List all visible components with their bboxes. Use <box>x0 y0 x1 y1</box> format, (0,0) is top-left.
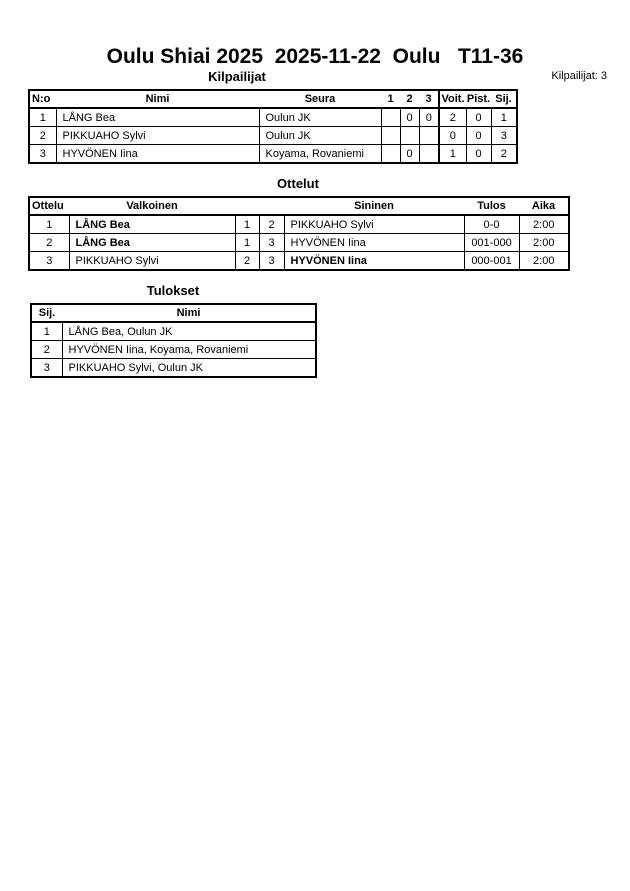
cell-sij: 1 <box>491 108 517 127</box>
cell-no: 3 <box>29 145 56 164</box>
cell-match1 <box>381 145 400 164</box>
cell-place: 1 <box>31 322 62 341</box>
cell-blue-no: 2 <box>259 215 284 234</box>
col-header-white-no <box>235 197 259 215</box>
match-row <box>29 252 569 271</box>
cell-nimi: LÅNG Bea <box>56 108 259 127</box>
cell-white-name: LÅNG Bea <box>69 215 235 234</box>
cell-blue-no: 3 <box>259 252 284 271</box>
cell-match3 <box>419 127 439 145</box>
cell-name-club: HYVÖNEN Iina, Koyama, Rovaniemi <box>62 341 316 359</box>
cell-white-no: 1 <box>235 215 259 234</box>
results-header-row <box>31 304 316 322</box>
col-header-match1: 1 <box>381 90 400 108</box>
cell-no: 2 <box>29 127 56 145</box>
cell-white-no: 2 <box>235 252 259 271</box>
col-header-pist: Pist. <box>466 90 491 108</box>
cell-sij: 3 <box>491 127 517 145</box>
cell-seura: Koyama, Rovaniemi <box>259 145 381 164</box>
cell-match3: 0 <box>419 108 439 127</box>
competitors-count: Kilpailijat: 3 <box>551 70 607 82</box>
cell-match2 <box>400 127 419 145</box>
cell-voit: 2 <box>439 108 466 127</box>
col-header-tulos: Tulos <box>464 197 519 215</box>
cell-time: 2:00 <box>519 252 569 271</box>
cell-seura: Oulun JK <box>259 108 381 127</box>
col-header-sij: Sij. <box>491 90 517 108</box>
cell-match1 <box>381 127 400 145</box>
cell-pist: 0 <box>466 127 491 145</box>
cell-seura: Oulun JK <box>259 127 381 145</box>
col-header-ottelu: Ottelu <box>29 197 69 215</box>
col-header-valkoinen: Valkoinen <box>69 197 235 215</box>
match-row <box>29 234 569 252</box>
cell-nimi: PIKKUAHO Sylvi <box>56 127 259 145</box>
competitors-section-label: Kilpailijat <box>208 69 266 84</box>
cell-pist: 0 <box>466 145 491 164</box>
matches-header-row <box>29 197 569 215</box>
cell-pist: 0 <box>466 108 491 127</box>
cell-name-club: PIKKUAHO Sylvi, Oulun JK <box>62 359 316 378</box>
col-header-match3: 3 <box>419 90 439 108</box>
col-header-no: N:o <box>29 90 56 108</box>
col-header-sij: Sij. <box>31 304 62 322</box>
col-header-match2: 2 <box>400 90 419 108</box>
cell-nimi: HYVÖNEN Iina <box>56 145 259 164</box>
matches-table <box>28 196 570 271</box>
cell-match-no: 1 <box>29 215 69 234</box>
results-table <box>30 303 317 378</box>
cell-result: 001-000 <box>464 234 519 252</box>
col-header-blue-no <box>259 197 284 215</box>
cell-blue-name: HYVÖNEN Iina <box>284 234 464 252</box>
col-header-sininen: Sininen <box>284 197 464 215</box>
cell-white-name: LÅNG Bea <box>69 234 235 252</box>
match-row <box>29 215 569 234</box>
page-title: Oulu Shiai 2025 2025-11-22 Oulu T11-36 <box>106 45 524 68</box>
competitor-row <box>29 145 517 164</box>
result-row <box>31 322 316 341</box>
cell-name-club: LÅNG Bea, Oulun JK <box>62 322 316 341</box>
cell-sij: 2 <box>491 145 517 164</box>
col-header-aika: Aika <box>519 197 569 215</box>
cell-match2: 0 <box>400 145 419 164</box>
cell-place: 3 <box>31 359 62 378</box>
cell-match1 <box>381 108 400 127</box>
col-header-voit: Voit. <box>439 90 466 108</box>
cell-voit: 0 <box>439 127 466 145</box>
col-header-seura: Seura <box>259 90 381 108</box>
cell-place: 2 <box>31 341 62 359</box>
competitors-header-row <box>29 90 517 108</box>
cell-blue-name: PIKKUAHO Sylvi <box>284 215 464 234</box>
cell-time: 2:00 <box>519 215 569 234</box>
cell-match-no: 3 <box>29 252 69 271</box>
cell-blue-no: 3 <box>259 234 284 252</box>
col-header-nimi: Nimi <box>56 90 259 108</box>
cell-no: 1 <box>29 108 56 127</box>
cell-white-no: 1 <box>235 234 259 252</box>
cell-voit: 1 <box>439 145 466 164</box>
cell-match3 <box>419 145 439 164</box>
cell-match-no: 2 <box>29 234 69 252</box>
cell-result: 0-0 <box>464 215 519 234</box>
result-row <box>31 359 316 378</box>
matches-section-label: Ottelut <box>277 176 319 191</box>
cell-white-name: PIKKUAHO Sylvi <box>69 252 235 271</box>
results-section-label: Tulokset <box>146 283 200 298</box>
competitor-row <box>29 127 517 145</box>
result-row <box>31 341 316 359</box>
cell-blue-name: HYVÖNEN Iina <box>284 252 464 271</box>
competitor-row <box>29 108 517 127</box>
cell-time: 2:00 <box>519 234 569 252</box>
competitors-table <box>28 89 518 164</box>
cell-match2: 0 <box>400 108 419 127</box>
cell-result: 000-001 <box>464 252 519 271</box>
col-header-nimi: Nimi <box>62 304 316 322</box>
